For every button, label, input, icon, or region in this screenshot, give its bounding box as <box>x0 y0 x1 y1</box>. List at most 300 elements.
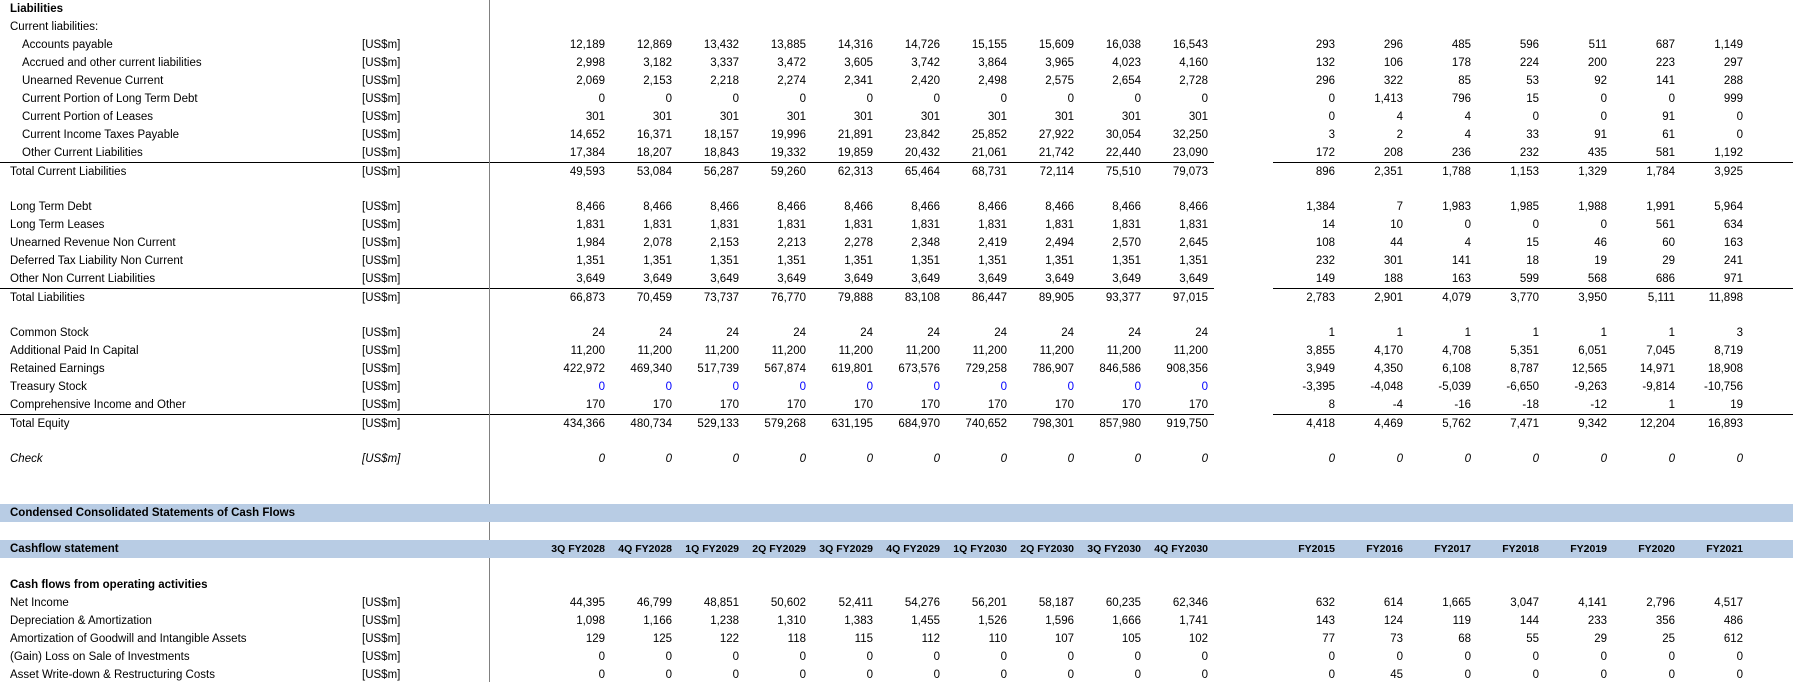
value-cell[interactable]: 11,898 <box>1681 288 1749 306</box>
row-label-cell[interactable]: Additional Paid In Capital <box>10 345 139 357</box>
value-cell[interactable]: 12,869 <box>636 39 672 51</box>
row-label-cell[interactable]: Other Non Current Liabilities <box>10 273 156 285</box>
value-cell[interactable]: -4,048 <box>1370 381 1403 393</box>
value-cell[interactable]: 8,466 <box>978 201 1007 213</box>
value-cell[interactable]: 0 <box>1532 111 1539 123</box>
value-cell[interactable]: 27,922 <box>1038 129 1074 141</box>
value-cell[interactable]: 0 <box>732 453 739 465</box>
value-cell[interactable]: 857,980 <box>1080 414 1147 432</box>
value-cell[interactable]: 301 <box>1383 255 1403 267</box>
value-cell[interactable]: 56,201 <box>971 597 1007 609</box>
unit-cell[interactable] <box>362 576 490 594</box>
value-cell[interactable]: 1,153 <box>1477 162 1545 180</box>
value-cell[interactable]: 8,466 <box>1112 201 1141 213</box>
value-cell[interactable]: 15 <box>1526 237 1539 249</box>
value-cell[interactable]: 0 <box>1464 669 1471 681</box>
value-cell[interactable]: 4 <box>1464 111 1471 123</box>
value-cell[interactable]: 2,901 <box>1341 288 1409 306</box>
value-cell[interactable]: 631,195 <box>812 414 879 432</box>
value-cell[interactable]: 2 <box>1396 129 1403 141</box>
value-cell[interactable]: 92 <box>1594 75 1607 87</box>
row-label-cell[interactable]: Current liabilities: <box>10 21 99 33</box>
value-cell[interactable]: -6,650 <box>1506 381 1539 393</box>
value-cell[interactable]: 24 <box>1061 327 1074 339</box>
value-cell[interactable]: 170 <box>987 399 1007 411</box>
value-cell[interactable]: 122 <box>719 633 739 645</box>
value-cell[interactable]: 1,351 <box>911 255 940 267</box>
value-cell[interactable]: 1,831 <box>643 219 672 231</box>
unit-cell[interactable]: [US$m] <box>362 633 401 645</box>
value-cell[interactable]: 301 <box>1054 111 1074 123</box>
value-cell[interactable]: 163 <box>1451 273 1471 285</box>
value-cell[interactable]: 73 <box>1390 633 1403 645</box>
value-cell[interactable]: 2,351 <box>1341 162 1409 180</box>
value-cell[interactable]: 232 <box>1519 147 1539 159</box>
value-cell[interactable]: 4,418 <box>1273 414 1341 432</box>
value-cell[interactable]: 170 <box>853 399 873 411</box>
value-cell[interactable]: 0 <box>1464 453 1471 465</box>
value-cell[interactable]: 1 <box>1532 327 1539 339</box>
unit-cell[interactable]: [US$m] <box>362 597 401 609</box>
value-cell[interactable]: 0 <box>1532 669 1539 681</box>
value-cell[interactable]: 0 <box>732 651 739 663</box>
unit-cell[interactable]: [US$m] <box>362 327 401 339</box>
value-cell[interactable]: 1,831 <box>576 219 605 231</box>
value-cell[interactable]: 18 <box>1526 255 1539 267</box>
row-label-cell[interactable]: Comprehensive Income and Other <box>10 399 186 411</box>
value-cell[interactable]: 422,972 <box>563 363 605 375</box>
row-label-cell[interactable]: Amortization of Goodwill and Intangible Assets <box>10 633 247 645</box>
row-label-cell[interactable]: Common Stock <box>10 327 89 339</box>
value-cell[interactable]: 0 <box>665 453 672 465</box>
value-cell[interactable]: 0 <box>665 381 672 393</box>
value-cell[interactable]: 141 <box>1655 75 1675 87</box>
column-header-cell[interactable]: 1Q FY2030 <box>953 543 1007 555</box>
unit-cell[interactable]: [US$m] <box>362 669 401 681</box>
row-label-cell[interactable]: Net Income <box>10 597 69 609</box>
value-cell[interactable]: 1,351 <box>1179 255 1208 267</box>
value-cell[interactable]: 16,038 <box>1105 39 1141 51</box>
value-cell[interactable]: 12,565 <box>1571 363 1607 375</box>
value-cell[interactable]: 0 <box>1134 669 1141 681</box>
value-cell[interactable]: 0 <box>732 93 739 105</box>
value-cell[interactable]: 1,329 <box>1545 162 1613 180</box>
value-cell[interactable]: 0 <box>1668 651 1675 663</box>
value-cell[interactable]: 301 <box>920 111 940 123</box>
value-cell[interactable]: 60,235 <box>1105 597 1141 609</box>
value-cell[interactable]: 3,649 <box>777 273 806 285</box>
value-cell[interactable]: 0 <box>1067 381 1074 393</box>
value-cell[interactable]: 25,852 <box>971 129 1007 141</box>
value-cell[interactable]: 8,787 <box>1510 363 1539 375</box>
value-cell[interactable]: 5,762 <box>1409 414 1477 432</box>
value-cell[interactable]: 612 <box>1723 633 1743 645</box>
value-cell[interactable]: 1,149 <box>1714 39 1743 51</box>
row-label-cell[interactable]: Depreciation & Amortization <box>10 615 152 627</box>
value-cell[interactable]: 2,153 <box>710 237 739 249</box>
row-label-cell[interactable]: Long Term Leases <box>10 219 105 231</box>
value-cell[interactable]: 143 <box>1315 615 1335 627</box>
value-cell[interactable]: 22,440 <box>1105 147 1141 159</box>
value-cell[interactable]: 79,073 <box>1147 162 1214 180</box>
value-cell[interactable]: 58,187 <box>1038 597 1074 609</box>
value-cell[interactable]: 0 <box>1201 381 1208 393</box>
unit-cell[interactable]: [US$m] <box>362 453 401 465</box>
value-cell[interactable]: 118 <box>787 633 806 645</box>
value-cell[interactable]: -9,263 <box>1574 381 1607 393</box>
value-cell[interactable]: 16,893 <box>1681 414 1749 432</box>
value-cell[interactable]: 23,842 <box>904 129 940 141</box>
column-header-cell[interactable]: 1Q FY2029 <box>685 543 739 555</box>
value-cell[interactable]: 0 <box>933 453 940 465</box>
value-cell[interactable]: 4,350 <box>1374 363 1403 375</box>
value-cell[interactable]: 18,157 <box>703 129 739 141</box>
value-cell[interactable]: 14,652 <box>569 129 605 141</box>
value-cell[interactable]: 0 <box>732 381 739 393</box>
value-cell[interactable]: 8,466 <box>576 201 605 213</box>
value-cell[interactable]: 19,332 <box>770 147 806 159</box>
value-cell[interactable]: 4,517 <box>1714 597 1743 609</box>
value-cell[interactable]: 798,301 <box>1013 414 1080 432</box>
value-cell[interactable]: 11,200 <box>972 345 1007 357</box>
value-cell[interactable]: 77 <box>1322 633 1335 645</box>
value-cell[interactable]: 634 <box>1723 219 1743 231</box>
value-cell[interactable]: 568 <box>1587 273 1607 285</box>
value-cell[interactable]: -10,756 <box>1703 381 1743 393</box>
value-cell[interactable]: 1 <box>1600 327 1607 339</box>
unit-cell[interactable]: [US$m] <box>362 381 401 393</box>
column-header-cell[interactable]: 4Q FY2030 <box>1154 543 1208 555</box>
value-cell[interactable]: 1,351 <box>643 255 672 267</box>
value-cell[interactable]: 0 <box>1000 93 1007 105</box>
value-cell[interactable]: 170 <box>1054 399 1074 411</box>
value-cell[interactable]: 53,084 <box>611 162 678 180</box>
value-cell[interactable]: 8,466 <box>643 201 672 213</box>
value-cell[interactable]: 0 <box>799 93 806 105</box>
value-cell[interactable]: 0 <box>665 669 672 681</box>
value-cell[interactable]: 1,784 <box>1613 162 1681 180</box>
value-cell[interactable]: 19 <box>1730 399 1743 411</box>
value-cell[interactable]: 1,351 <box>576 255 605 267</box>
value-cell[interactable]: 20,432 <box>904 147 940 159</box>
column-header-cell[interactable]: FY2017 <box>1434 543 1471 555</box>
unit-cell[interactable]: [US$m] <box>362 414 490 432</box>
value-cell[interactable]: 729,258 <box>965 363 1007 375</box>
value-cell[interactable]: 297 <box>1723 57 1743 69</box>
value-cell[interactable]: 224 <box>1519 57 1539 69</box>
value-cell[interactable]: 614 <box>1383 597 1403 609</box>
value-cell[interactable]: 1 <box>1328 327 1335 339</box>
value-cell[interactable]: 29 <box>1662 255 1675 267</box>
value-cell[interactable]: 0 <box>866 669 873 681</box>
value-cell[interactable]: 12,204 <box>1613 414 1681 432</box>
value-cell[interactable]: 786,907 <box>1032 363 1074 375</box>
column-header-cell[interactable]: 2Q FY2030 <box>1020 543 1074 555</box>
column-header-cell[interactable]: FY2019 <box>1570 543 1607 555</box>
value-cell[interactable]: 1,351 <box>1112 255 1141 267</box>
value-cell[interactable]: 2,420 <box>911 75 940 87</box>
value-cell[interactable]: 48,851 <box>703 597 739 609</box>
value-cell[interactable]: 18,843 <box>703 147 739 159</box>
value-cell[interactable]: 9,342 <box>1545 414 1613 432</box>
value-cell[interactable]: 1,983 <box>1442 201 1471 213</box>
value-cell[interactable]: 76,770 <box>745 288 812 306</box>
value-cell[interactable]: 0 <box>598 651 605 663</box>
value-cell[interactable]: 24 <box>1195 327 1208 339</box>
value-cell[interactable]: 0 <box>799 669 806 681</box>
value-cell[interactable]: 8,466 <box>777 201 806 213</box>
value-cell[interactable]: 89,905 <box>1013 288 1080 306</box>
value-cell[interactable]: -4 <box>1392 399 1403 411</box>
value-cell[interactable]: 52,411 <box>838 597 873 609</box>
value-cell[interactable]: 112 <box>921 633 940 645</box>
row-label-cell[interactable]: Retained Earnings <box>10 363 105 375</box>
value-cell[interactable]: 232 <box>1315 255 1335 267</box>
value-cell[interactable]: 15,609 <box>1038 39 1074 51</box>
value-cell[interactable]: 15,155 <box>971 39 1007 51</box>
value-cell[interactable]: 0 <box>1532 651 1539 663</box>
value-cell[interactable]: 60 <box>1662 237 1675 249</box>
value-cell[interactable]: 301 <box>786 111 806 123</box>
value-cell[interactable]: 1,413 <box>1374 93 1403 105</box>
value-cell[interactable]: 170 <box>719 399 739 411</box>
value-cell[interactable]: 6,051 <box>1578 345 1607 357</box>
value-cell[interactable]: 4,170 <box>1374 345 1403 357</box>
value-cell[interactable]: 8,466 <box>911 201 940 213</box>
value-cell[interactable]: 486 <box>1723 615 1743 627</box>
value-cell[interactable]: 2,069 <box>576 75 605 87</box>
value-cell[interactable]: 1 <box>1668 327 1675 339</box>
value-cell[interactable]: 0 <box>1600 453 1607 465</box>
value-cell[interactable]: 0 <box>1000 381 1007 393</box>
value-cell[interactable]: 1,788 <box>1409 162 1477 180</box>
column-header-cell[interactable]: 3Q FY2030 <box>1087 543 1141 555</box>
value-cell[interactable]: 322 <box>1383 75 1403 87</box>
value-cell[interactable]: 1,351 <box>1045 255 1074 267</box>
value-cell[interactable]: 0 <box>866 453 873 465</box>
value-cell[interactable]: 72,114 <box>1013 162 1080 180</box>
value-cell[interactable]: 3,742 <box>911 57 940 69</box>
value-cell[interactable]: 24 <box>592 327 605 339</box>
value-cell[interactable]: 301 <box>1121 111 1141 123</box>
value-cell[interactable]: 1,526 <box>978 615 1007 627</box>
value-cell[interactable]: 54,276 <box>904 597 940 609</box>
value-cell[interactable]: 1,831 <box>710 219 739 231</box>
value-cell[interactable]: 24 <box>927 327 940 339</box>
value-cell[interactable]: 3 <box>1328 129 1335 141</box>
value-cell[interactable]: 1,192 <box>1714 147 1743 159</box>
value-cell[interactable]: 3,649 <box>978 273 1007 285</box>
value-cell[interactable]: 3,965 <box>1045 57 1074 69</box>
value-cell[interactable]: 11,200 <box>637 345 672 357</box>
value-cell[interactable]: 1,351 <box>710 255 739 267</box>
value-cell[interactable]: 1,238 <box>710 615 739 627</box>
value-cell[interactable]: 1 <box>1396 327 1403 339</box>
value-cell[interactable]: 75,510 <box>1080 162 1147 180</box>
value-cell[interactable]: 0 <box>598 453 605 465</box>
row-label-cell[interactable]: Long Term Debt <box>10 201 92 213</box>
value-cell[interactable]: 0 <box>1532 453 1539 465</box>
value-cell[interactable]: 0 <box>1134 651 1141 663</box>
value-cell[interactable]: 149 <box>1315 273 1335 285</box>
value-cell[interactable]: 1,831 <box>978 219 1007 231</box>
value-cell[interactable]: 2,278 <box>844 237 873 249</box>
value-cell[interactable]: 223 <box>1655 57 1675 69</box>
value-cell[interactable]: 73,737 <box>678 288 745 306</box>
value-cell[interactable]: 7,045 <box>1646 345 1675 357</box>
value-cell[interactable]: 14,726 <box>904 39 940 51</box>
value-cell[interactable]: 296 <box>1315 75 1335 87</box>
value-cell[interactable]: 2,783 <box>1273 288 1341 306</box>
value-cell[interactable]: 7,471 <box>1477 414 1545 432</box>
value-cell[interactable]: 796 <box>1451 93 1471 105</box>
value-cell[interactable]: 4,079 <box>1409 288 1477 306</box>
unit-cell[interactable]: [US$m] <box>362 345 401 357</box>
value-cell[interactable]: 11,200 <box>570 345 605 357</box>
value-cell[interactable]: 1,351 <box>844 255 873 267</box>
value-cell[interactable]: 14 <box>1322 219 1335 231</box>
value-cell[interactable]: 0 <box>866 381 873 393</box>
value-cell[interactable]: 599 <box>1519 273 1539 285</box>
value-cell[interactable]: 11,200 <box>1039 345 1074 357</box>
row-label-cell[interactable]: Accrued and other current liabilities <box>22 57 202 69</box>
section-band-title[interactable]: Condensed Consolidated Statements of Cash Flows <box>10 507 295 519</box>
unit-cell[interactable]: [US$m] <box>362 39 401 51</box>
value-cell[interactable]: 91 <box>1662 111 1675 123</box>
value-cell[interactable]: 1,831 <box>1179 219 1208 231</box>
value-cell[interactable]: 511 <box>1588 39 1607 51</box>
value-cell[interactable]: 23,090 <box>1172 147 1208 159</box>
value-cell[interactable]: 1,666 <box>1112 615 1141 627</box>
value-cell[interactable]: 2,494 <box>1045 237 1074 249</box>
column-header-cell[interactable]: FY2016 <box>1366 543 1403 555</box>
unit-cell[interactable]: [US$m] <box>362 651 401 663</box>
value-cell[interactable]: 24 <box>994 327 1007 339</box>
value-cell[interactable]: 3,925 <box>1681 162 1749 180</box>
unit-cell[interactable]: [US$m] <box>362 129 401 141</box>
value-cell[interactable]: 1,383 <box>844 615 873 627</box>
value-cell[interactable]: 129 <box>585 633 605 645</box>
value-cell[interactable]: 241 <box>1723 255 1743 267</box>
value-cell[interactable]: 296 <box>1383 39 1403 51</box>
value-cell[interactable]: 0 <box>732 669 739 681</box>
value-cell[interactable]: 2,274 <box>777 75 806 87</box>
value-cell[interactable]: 0 <box>1668 93 1675 105</box>
value-cell[interactable]: -12 <box>1590 399 1607 411</box>
value-cell[interactable]: 30,054 <box>1105 129 1141 141</box>
value-cell[interactable]: 0 <box>1201 651 1208 663</box>
value-cell[interactable]: 0 <box>933 651 940 663</box>
value-cell[interactable]: 0 <box>933 93 940 105</box>
value-cell[interactable]: 0 <box>1000 651 1007 663</box>
value-cell[interactable]: 8,719 <box>1714 345 1743 357</box>
value-cell[interactable]: 0 <box>1134 453 1141 465</box>
value-cell[interactable]: 21,891 <box>837 129 873 141</box>
value-cell[interactable]: 301 <box>853 111 873 123</box>
row-label-cell[interactable]: Accounts payable <box>22 39 113 51</box>
value-cell[interactable]: 170 <box>920 399 940 411</box>
value-cell[interactable]: 0 <box>1328 669 1335 681</box>
value-cell[interactable]: 0 <box>1396 453 1403 465</box>
value-cell[interactable]: 0 <box>799 381 806 393</box>
value-cell[interactable]: 68 <box>1458 633 1471 645</box>
value-cell[interactable]: 7 <box>1396 201 1403 213</box>
value-cell[interactable]: 0 <box>1134 93 1141 105</box>
value-cell[interactable]: 102 <box>1188 633 1208 645</box>
value-cell[interactable]: 0 <box>866 651 873 663</box>
value-cell[interactable]: 469,340 <box>630 363 672 375</box>
value-cell[interactable]: 0 <box>598 93 605 105</box>
value-cell[interactable]: 8 <box>1328 399 1335 411</box>
unit-cell[interactable]: [US$m] <box>362 615 401 627</box>
value-cell[interactable]: 170 <box>1121 399 1141 411</box>
value-cell[interactable]: 619,801 <box>831 363 873 375</box>
value-cell[interactable]: 29 <box>1594 633 1607 645</box>
value-cell[interactable]: 0 <box>1736 651 1743 663</box>
value-cell[interactable]: 19,996 <box>770 129 806 141</box>
value-cell[interactable]: 44,395 <box>569 597 605 609</box>
value-cell[interactable]: 999 <box>1723 93 1743 105</box>
value-cell[interactable]: 0 <box>1464 651 1471 663</box>
value-cell[interactable]: 3,472 <box>777 57 806 69</box>
value-cell[interactable]: 1,351 <box>978 255 1007 267</box>
value-cell[interactable]: 896 <box>1273 162 1341 180</box>
row-label-cell[interactable]: Treasury Stock <box>10 381 87 393</box>
row-label-cell[interactable]: Current Income Taxes Payable <box>22 129 180 141</box>
value-cell[interactable]: 170 <box>652 399 672 411</box>
value-cell[interactable]: 2,153 <box>643 75 672 87</box>
value-cell[interactable]: 1,988 <box>1578 201 1607 213</box>
value-cell[interactable]: 61 <box>1662 129 1675 141</box>
value-cell[interactable]: 86,447 <box>946 288 1013 306</box>
value-cell[interactable]: 1,596 <box>1045 615 1074 627</box>
value-cell[interactable]: 0 <box>1201 669 1208 681</box>
value-cell[interactable]: 301 <box>1188 111 1208 123</box>
value-cell[interactable]: 0 <box>799 453 806 465</box>
value-cell[interactable]: 2,570 <box>1112 237 1141 249</box>
value-cell[interactable]: 110 <box>988 633 1007 645</box>
value-cell[interactable]: 4,708 <box>1442 345 1471 357</box>
column-header-cell[interactable]: FY2015 <box>1298 543 1335 555</box>
value-cell[interactable]: 200 <box>1587 57 1607 69</box>
value-cell[interactable]: 2,218 <box>710 75 739 87</box>
unit-cell[interactable] <box>362 0 490 18</box>
row-label-cell[interactable]: Deferred Tax Liability Non Current <box>10 255 184 267</box>
value-cell[interactable]: 0 <box>1328 651 1335 663</box>
value-cell[interactable]: 119 <box>1452 615 1471 627</box>
value-cell[interactable]: 0 <box>1000 669 1007 681</box>
value-cell[interactable]: 1,351 <box>777 255 806 267</box>
value-cell[interactable]: 10 <box>1390 219 1403 231</box>
value-cell[interactable]: 105 <box>1121 633 1141 645</box>
value-cell[interactable]: 19,859 <box>837 147 873 159</box>
value-cell[interactable]: 2,796 <box>1646 597 1675 609</box>
value-cell[interactable]: 91 <box>1594 129 1607 141</box>
column-header-cell[interactable]: 3Q FY2028 <box>551 543 605 555</box>
value-cell[interactable]: 4,469 <box>1341 414 1409 432</box>
value-cell[interactable]: 17,384 <box>569 147 605 159</box>
value-cell[interactable]: 0 <box>1600 111 1607 123</box>
value-cell[interactable]: 0 <box>665 651 672 663</box>
value-cell[interactable]: 32,250 <box>1172 129 1208 141</box>
value-cell[interactable]: 0 <box>799 651 806 663</box>
column-header-cell[interactable]: FY2021 <box>1706 543 1743 555</box>
row-label-cell[interactable]: Total Current Liabilities <box>0 162 362 180</box>
value-cell[interactable]: 8,466 <box>1179 201 1208 213</box>
value-cell[interactable]: 79,888 <box>812 288 879 306</box>
value-cell[interactable]: 12,189 <box>569 39 605 51</box>
column-header-cell[interactable]: 4Q FY2028 <box>618 543 672 555</box>
